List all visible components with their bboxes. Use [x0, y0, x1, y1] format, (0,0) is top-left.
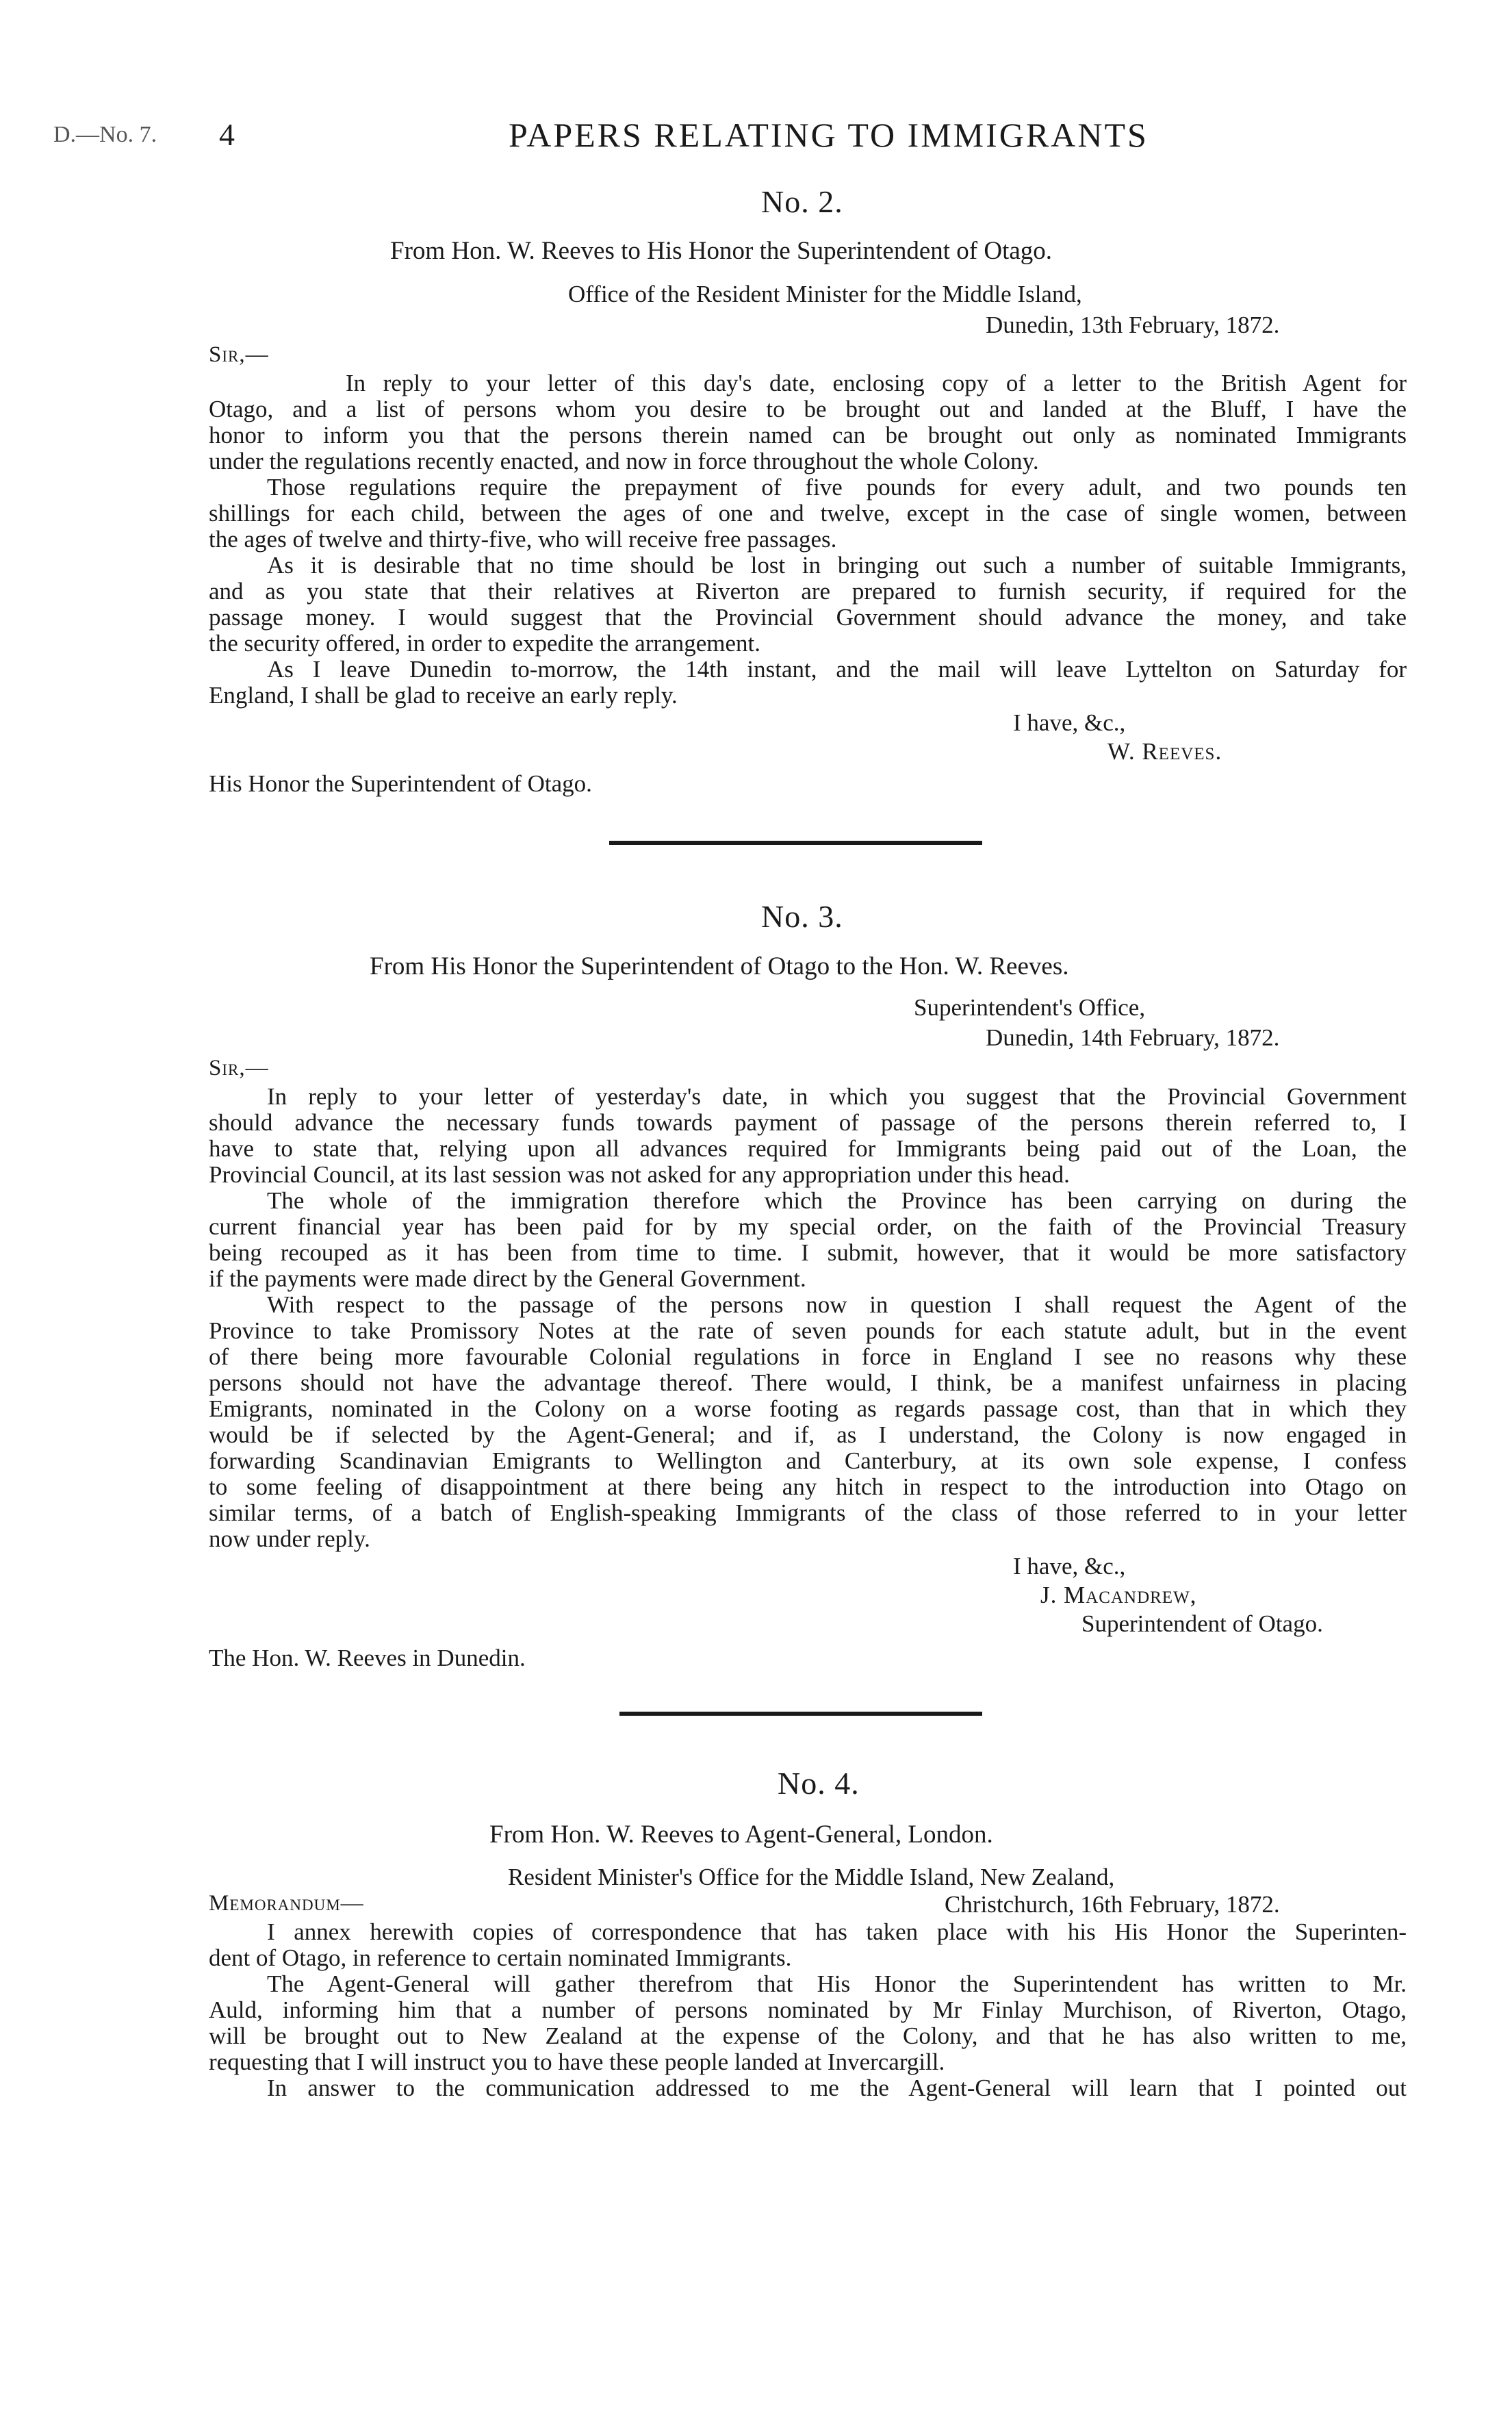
- body-line: passage money. I would suggest that the Provincial Government should advance the money, and take: [209, 604, 1407, 631]
- body-line: In answer to the communication addressed to me the Agent-General will learn that I pointed out: [267, 2075, 1407, 2101]
- body-line: the ages of twelve and thirty-five, who will receive free passages.: [209, 526, 837, 553]
- body-line: shillings for each child, between the ages of one and twelve, except in the case of single women, between: [209, 500, 1407, 527]
- letter-4-heading: From Hon. W. Reeves to Agent-General, London.: [489, 1821, 993, 1849]
- body-line: if the payments were made direct by the General Government.: [209, 1265, 806, 1292]
- letter-3-address-line2: Dunedin, 14th February, 1872.: [986, 1024, 1280, 1051]
- body-line: Otago, and a list of persons whom you desire to be brought out and landed at the Bluff, I have the: [209, 396, 1407, 422]
- body-line: and as you state that their relatives at Riverton are prepared to furnish security, if required for the: [209, 578, 1407, 605]
- letter-3-address-line1: Superintendent's Office,: [914, 994, 1146, 1021]
- body-line: now under reply.: [209, 1525, 370, 1552]
- body-line: The whole of the immigration therefore which the Province has been carrying on during the: [267, 1187, 1407, 1214]
- doc-reference: D.—No. 7.: [53, 122, 157, 147]
- letter-4-number: No. 4.: [778, 1766, 860, 1801]
- letter-2-closing: I have, &c.,: [1013, 709, 1126, 736]
- letter-2-heading: From Hon. W. Reeves to His Honor the Superintendent of Otago.: [390, 237, 1053, 265]
- body-line: I annex herewith copies of correspondence that has taken place with his His Honor the Superinten-: [267, 1918, 1407, 1945]
- letter-2-salutation: Sir,—: [209, 342, 269, 367]
- letter-4-address-line1: Resident Minister's Office for the Middle Island, New Zealand,: [508, 1864, 1115, 1890]
- letter-3-signature: J. Macandrew,: [1040, 1582, 1197, 1608]
- letter-4-memo-label: Memorandum—: [209, 1891, 364, 1916]
- body-line: similar terms, of a batch of English-speaking Immigrants of the class of those referred to in your letter: [209, 1499, 1407, 1526]
- letter-2-addressee: His Honor the Superintendent of Otago.: [209, 770, 592, 797]
- letter-3-salutation: Sir,—: [209, 1056, 269, 1080]
- letter-3-closing: I have, &c.,: [1013, 1553, 1126, 1580]
- body-line: honor to inform you that the persons therein named can be brought out only as nominated Immigrants: [209, 422, 1407, 448]
- body-line: persons should not have the advantage thereof. There would, I think, be a manifest unfairness in placing: [209, 1369, 1407, 1396]
- body-line: of there being more favourable Colonial regulations in force in England I see no reasons why these: [209, 1343, 1407, 1370]
- letter-3-number: No. 3.: [761, 899, 843, 934]
- page-title: PAPERS RELATING TO IMMIGRANTS: [509, 116, 1149, 154]
- letter-2-signature: W. Reeves.: [1107, 738, 1222, 765]
- body-line: England, I shall be glad to receive an early reply.: [209, 682, 678, 709]
- body-line: Auld, informing him that a number of persons nominated by Mr Finlay Murchison, of Riverton, Otago,: [209, 1996, 1407, 2023]
- letter-3-heading: From His Honor the Superintendent of Otago to the Hon. W. Reeves.: [370, 952, 1069, 980]
- body-line: would be if selected by the Agent-General; and if, as I understand, the Colony is now engaged in: [209, 1421, 1407, 1448]
- section-divider: [609, 841, 982, 845]
- body-line: Emigrants, nominated in the Colony on a worse footing as regards passage cost, than that in which they: [209, 1395, 1407, 1422]
- section-divider: [619, 1712, 982, 1716]
- body-line: As I leave Dunedin to-morrow, the 14th instant, and the mail will leave Lyttelton on Saturday for: [267, 656, 1407, 683]
- body-line: under the regulations recently enacted, and now in force throughout the whole Colony.: [209, 448, 1039, 474]
- body-line: As it is desirable that no time should be lost in bringing out such a number of suitable Immigrants,: [267, 552, 1407, 579]
- letter-3-addressee: The Hon. W. Reeves in Dunedin.: [209, 1645, 526, 1671]
- body-line: have to state that, relying upon all advances required for Immigrants being paid out of the Loan, the: [209, 1135, 1407, 1162]
- letter-2-address-line1: Office of the Resident Minister for the Middle Island,: [568, 281, 1082, 307]
- body-line: will be brought out to New Zealand at the expense of the Colony, and that he has also written to me,: [209, 2022, 1407, 2049]
- body-line: The Agent-General will gather therefrom that His Honor the Superintendent has written to Mr.: [267, 1970, 1407, 1997]
- body-line: the security offered, in order to expedite the arrangement.: [209, 630, 760, 657]
- body-line: Provincial Council, at its last session was not asked for any appropriation under this head.: [209, 1161, 1070, 1188]
- letter-4-address-line2: Christchurch, 16th February, 1872.: [945, 1891, 1280, 1918]
- body-line: being recouped as it has been from time to time. I submit, however, that it would be more satisfactory: [209, 1239, 1407, 1266]
- body-line: current financial year has been paid for by my special order, on the faith of the Provincial Treasury: [209, 1213, 1407, 1240]
- body-line: In reply to your letter of this day's date, enclosing copy of a letter to the British Agent for: [346, 370, 1407, 396]
- body-line: forwarding Scandinavian Emigrants to Wellington and Canterbury, at its own sole expense, I confess: [209, 1447, 1407, 1474]
- body-line: With respect to the passage of the persons now in question I shall request the Agent of the: [267, 1291, 1407, 1318]
- body-line: should advance the necessary funds towards payment of passage of the persons therein referred to, I: [209, 1109, 1407, 1136]
- letter-2-address-line2: Dunedin, 13th February, 1872.: [986, 312, 1280, 338]
- body-line: to some feeling of disappointment at there being any hitch in respect to the introduction into Otago on: [209, 1473, 1407, 1500]
- body-line: Province to take Promissory Notes at the rate of seven pounds for each statute adult, but in the event: [209, 1317, 1407, 1344]
- body-line: requesting that I will instruct you to have these people landed at Invercargill.: [209, 2048, 945, 2075]
- page-number: 4: [219, 117, 235, 152]
- body-line: Those regulations require the prepayment of five pounds for every adult, and two pounds ten: [267, 474, 1407, 500]
- letter-3-signature-title: Superintendent of Otago.: [1081, 1610, 1323, 1637]
- body-line: dent of Otago, in reference to certain nominated Immigrants.: [209, 1944, 792, 1971]
- body-line: In reply to your letter of yesterday's date, in which you suggest that the Provincial Government: [267, 1083, 1407, 1110]
- letter-2-number: No. 2.: [761, 184, 843, 219]
